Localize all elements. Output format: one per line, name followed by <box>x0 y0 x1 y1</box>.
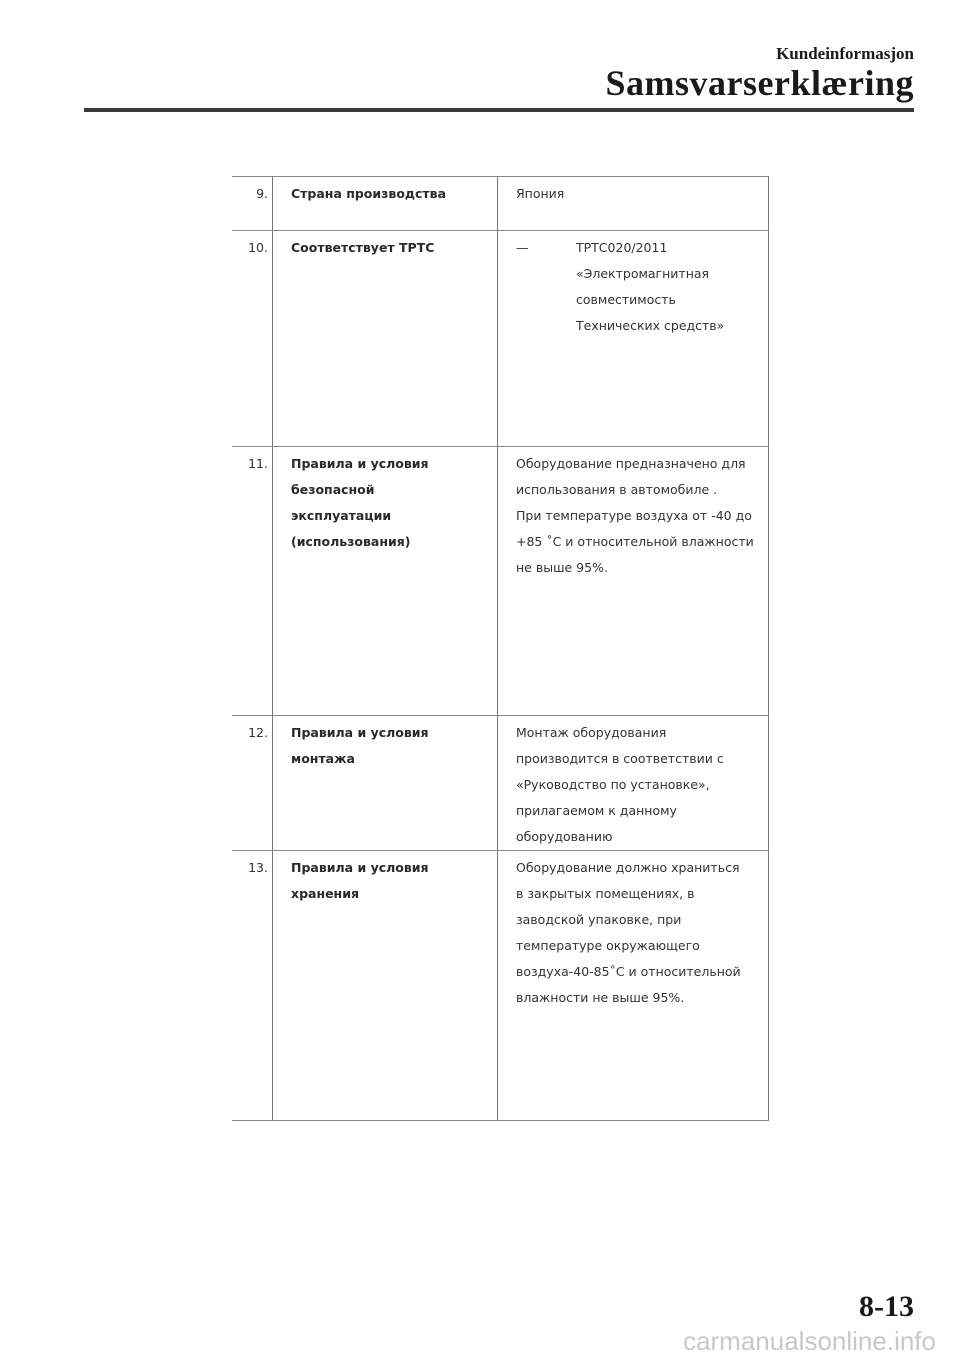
table-row <box>232 177 769 231</box>
parameter-line: монтажа <box>291 751 355 766</box>
value-line: При температуре воздуха от -40 до <box>516 508 752 523</box>
table-row <box>232 716 769 851</box>
value-line: температуре окружающего <box>516 938 700 953</box>
value-line: заводской упаковке, при <box>516 912 682 927</box>
parameter-line: Правила и условия <box>291 456 429 471</box>
parameter-line: Правила и условия <box>291 860 429 875</box>
parameter-line: эксплуатации <box>291 508 392 523</box>
row-parameter <box>273 231 498 447</box>
value-line: Оборудование предназначено для <box>516 456 746 471</box>
parameter-line: Соответствует ТРТС <box>291 240 435 255</box>
spec-table <box>232 176 769 1121</box>
parameter-line: безопасной <box>291 482 375 497</box>
row-parameter <box>273 851 498 1121</box>
page-title: Samsvarserklæring <box>605 63 914 103</box>
value-line: Технических средств» <box>576 318 725 333</box>
row-parameter <box>273 447 498 716</box>
value-line: «Руководство по установке», <box>516 777 710 792</box>
site-watermark: carmanualsonline.info <box>683 1326 936 1356</box>
table-row <box>232 851 769 1121</box>
row-number: 11. <box>232 447 273 716</box>
value-line: Япония <box>516 186 565 201</box>
row-value <box>498 447 769 716</box>
parameter-line: Страна производства <box>291 186 447 201</box>
value-line <box>516 235 768 261</box>
value-line: Оборудование должно храниться <box>516 860 740 875</box>
row-value <box>498 851 769 1121</box>
parameter-line: Правила и условия <box>291 725 429 740</box>
value-line: воздуха-40-85˚С и относительной <box>516 964 741 979</box>
value-line: оборудованию <box>516 829 613 844</box>
value-line: влажности не выше 95%. <box>516 990 685 1005</box>
parameter-line: (использования) <box>291 534 411 549</box>
page-number: 8-13 <box>859 1290 914 1323</box>
row-value <box>498 177 769 231</box>
value-line: не выше 95%. <box>516 560 608 575</box>
row-number: 13. <box>232 851 273 1121</box>
parameter-line: хранения <box>291 886 359 901</box>
row-value <box>498 231 769 447</box>
value-line: «Электромагнитная <box>576 266 710 281</box>
dash-mark: — <box>516 240 529 255</box>
table-row <box>232 231 769 447</box>
row-number: 10. <box>232 231 273 447</box>
row-parameter <box>273 716 498 851</box>
value-line: использования в автомобиле . <box>516 482 718 497</box>
row-value <box>498 716 769 851</box>
section-kicker: Kundeinformasjon <box>776 44 914 63</box>
value-line: в закрытых помещениях, в <box>516 886 695 901</box>
value-line: прилагаемом к данному <box>516 803 677 818</box>
value-line: Монтаж оборудования <box>516 725 667 740</box>
row-parameter <box>273 177 498 231</box>
standard-code: ТРТС020/2011 <box>576 240 668 255</box>
row-number: 9. <box>232 177 273 231</box>
row-number: 12. <box>232 716 273 851</box>
table-row <box>232 447 769 716</box>
header-divider <box>84 108 914 112</box>
value-line: совместимость <box>576 292 676 307</box>
value-line: производится в соответствии с <box>516 751 724 766</box>
value-line: +85 ˚С и относительной влажности <box>516 534 754 549</box>
